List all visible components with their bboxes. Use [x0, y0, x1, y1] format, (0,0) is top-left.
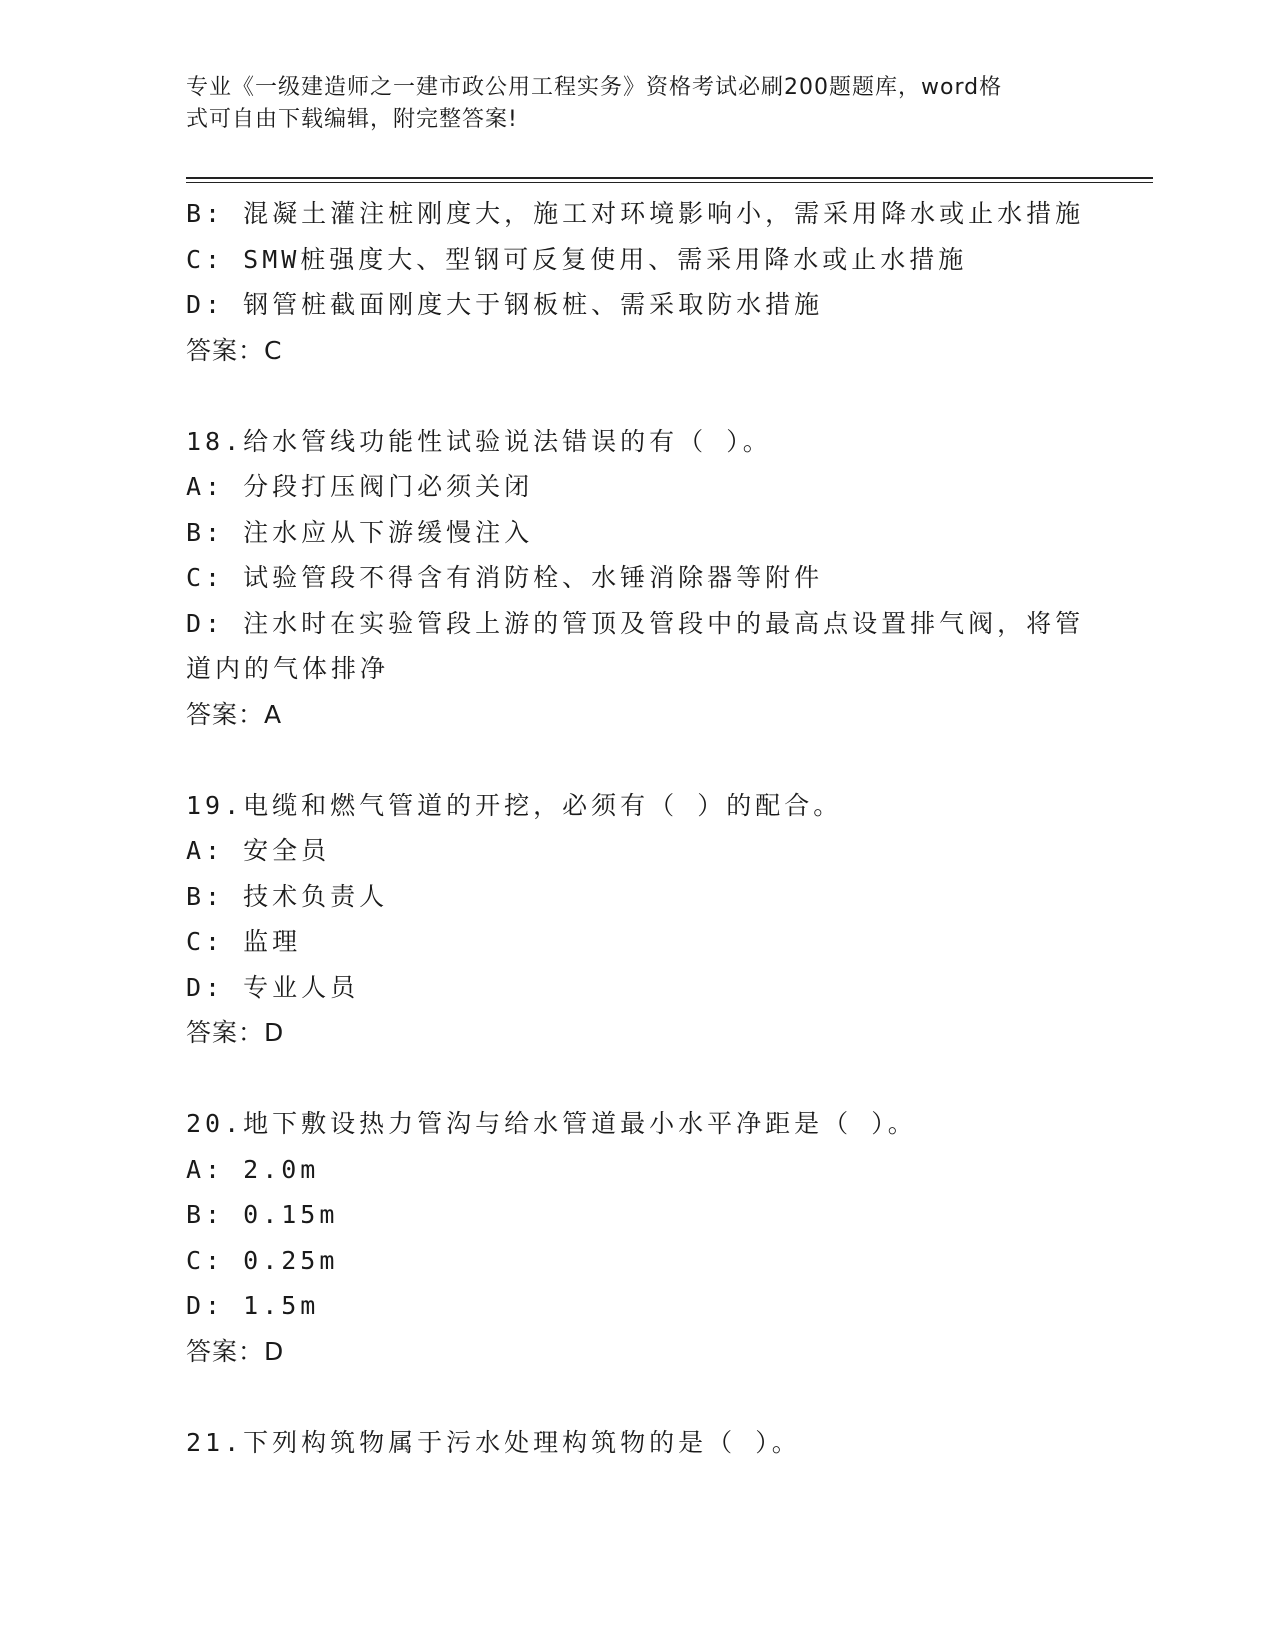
- q18-question: 18.给水管线功能性试验说法错误的有（ ）。: [186, 426, 772, 456]
- header-rule-thick: [186, 177, 1153, 179]
- q19-option-b: B: 技术负责人: [186, 881, 389, 911]
- q21-question: 21.下列构筑物属于污水处理构筑物的是（ ）。: [186, 1427, 801, 1457]
- spacer: [186, 737, 1086, 783]
- q20-option-a: A: 2.0m: [186, 1154, 320, 1184]
- q18-option-d-line-1: D: 注水时在实验管段上游的管顶及管段中的最高点设置排气阀，将管: [186, 608, 1085, 638]
- q18-option-a: A: 分段打压阀门必须关闭: [186, 472, 534, 501]
- q18-option-b: B: 注水应从下游缓慢注入: [186, 517, 534, 547]
- q19-answer: 答案：D: [186, 1018, 285, 1047]
- q17-option-d: D: 钢管桩截面刚度大于钢板桩、需采取防水措施: [186, 290, 824, 319]
- q19-option-c: C: 监理: [186, 927, 302, 956]
- q18-option-d-line-2: 道内的气体排净: [186, 654, 390, 683]
- q19-question: 19.电缆和燃气管道的开挖，必须有（ ）的配合。: [186, 790, 843, 820]
- q17-answer: 答案：C: [186, 335, 283, 365]
- spacer: [186, 1374, 1086, 1420]
- spacer: [186, 373, 1086, 419]
- q18-answer: 答案：A: [186, 699, 283, 729]
- question-list: [186, 191, 1086, 1465]
- q20-option-b: B: 0.15m: [186, 1200, 339, 1229]
- q19-option-d: D: 专业人员: [186, 972, 360, 1002]
- header-line-1: 专业《一级建造师之一建市政公用工程实务》资格考试必刷200题题库，word格: [186, 75, 1003, 100]
- q17-option-b: B: 混凝土灌注桩刚度大，施工对环境影响小，需采用降水或止水措施: [186, 199, 1085, 228]
- q17-option-c: C: SMW桩强度大、型钢可反复使用、需采用降水或止水措施: [186, 244, 968, 274]
- q20-option-c: C: 0.25m: [186, 1245, 339, 1275]
- document-header: [186, 72, 1066, 136]
- spacer: [186, 1056, 1086, 1102]
- q19-option-a: A: 安全员: [186, 836, 331, 865]
- q20-answer: 答案：D: [186, 1336, 285, 1366]
- header-line-2: 式可自由下载编辑，附完整答案!: [186, 107, 518, 132]
- q20-question: 20.地下敷设热力管沟与给水管道最小水平净距是（ ）。: [186, 1109, 917, 1138]
- header-rule-thin: [186, 182, 1153, 183]
- q20-option-d: D: 1.5m: [186, 1291, 320, 1320]
- q18-option-c: C: 试验管段不得含有消防栓、水锤消除器等附件: [186, 563, 824, 592]
